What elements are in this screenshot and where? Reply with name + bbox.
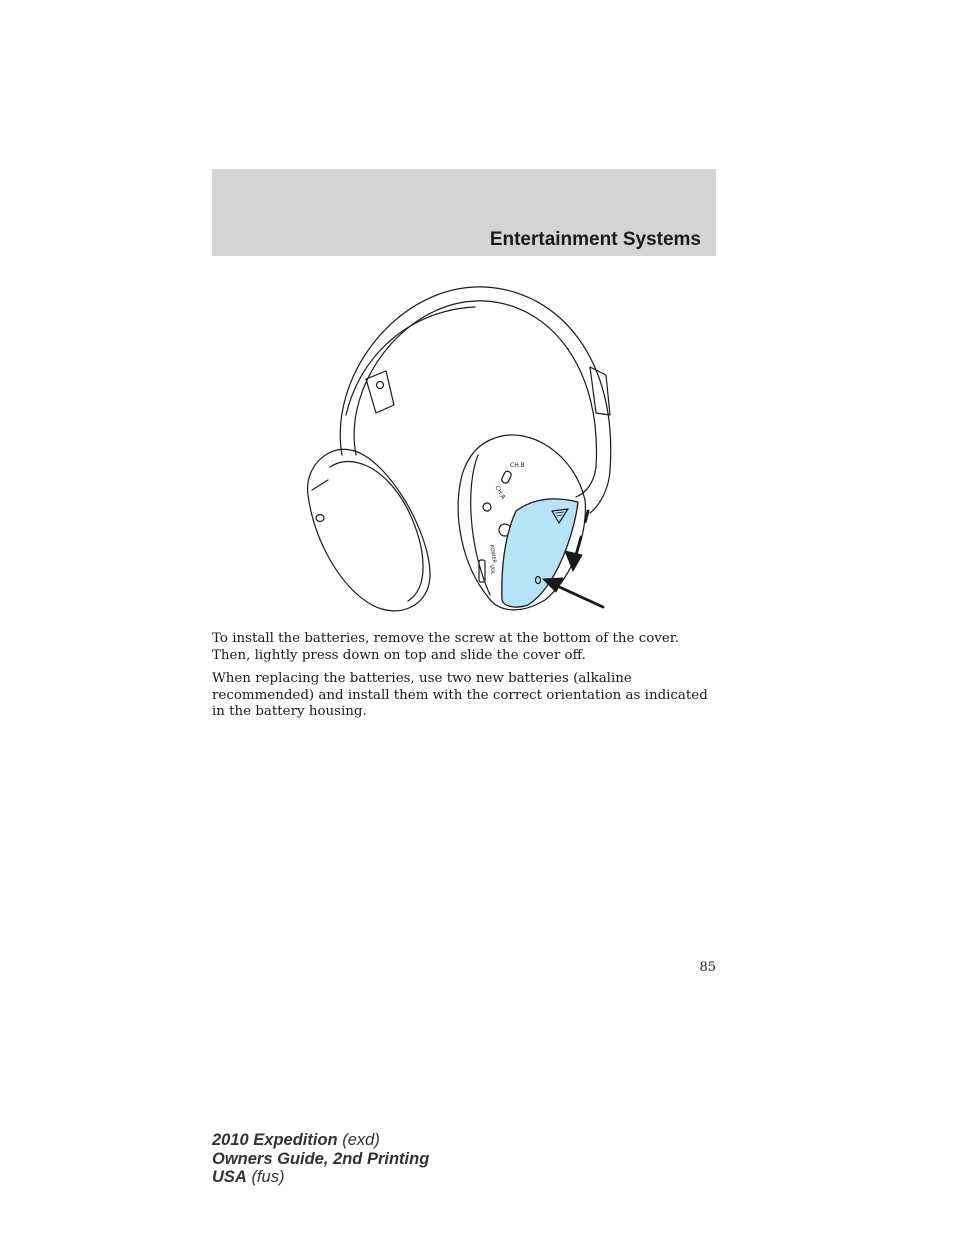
paragraph-replace: When replacing the batteries, use two new batteries (alkaline recommended) and install them with the correct orientation as indicated in the battery housing. [212,671,708,719]
footer-line-2: Owners Guide, 2nd Printing [212,1149,430,1168]
section-title: Entertainment Systems [489,229,701,250]
svg-text:POWER: POWER [488,544,498,564]
svg-text:CH.A: CH.A [493,484,507,501]
footer-model: 2010 Expedition [212,1131,338,1149]
screw-pointer-arrow [543,578,603,607]
footer-market: USA [212,1168,247,1186]
footer-model-code: (exd) [342,1131,380,1149]
footer-line-3 [212,1168,429,1187]
left-ear-cup [308,449,430,611]
footer-line-1 [212,1131,429,1150]
footer [212,1131,429,1187]
page-number: 85 [699,960,716,975]
body-text [212,631,716,728]
headphones-illustration [290,275,620,620]
paragraph-install: To install the batteries, remove the screw at the bottom of the cover. Then, lightly press down on top and slide the cover off. [212,631,679,663]
svg-text:VOL: VOL [488,564,496,576]
section-header-band [212,169,716,256]
headband [340,287,610,513]
footer-market-code: (fus) [251,1168,285,1186]
svg-text:CH.B: CH.B [510,462,525,469]
